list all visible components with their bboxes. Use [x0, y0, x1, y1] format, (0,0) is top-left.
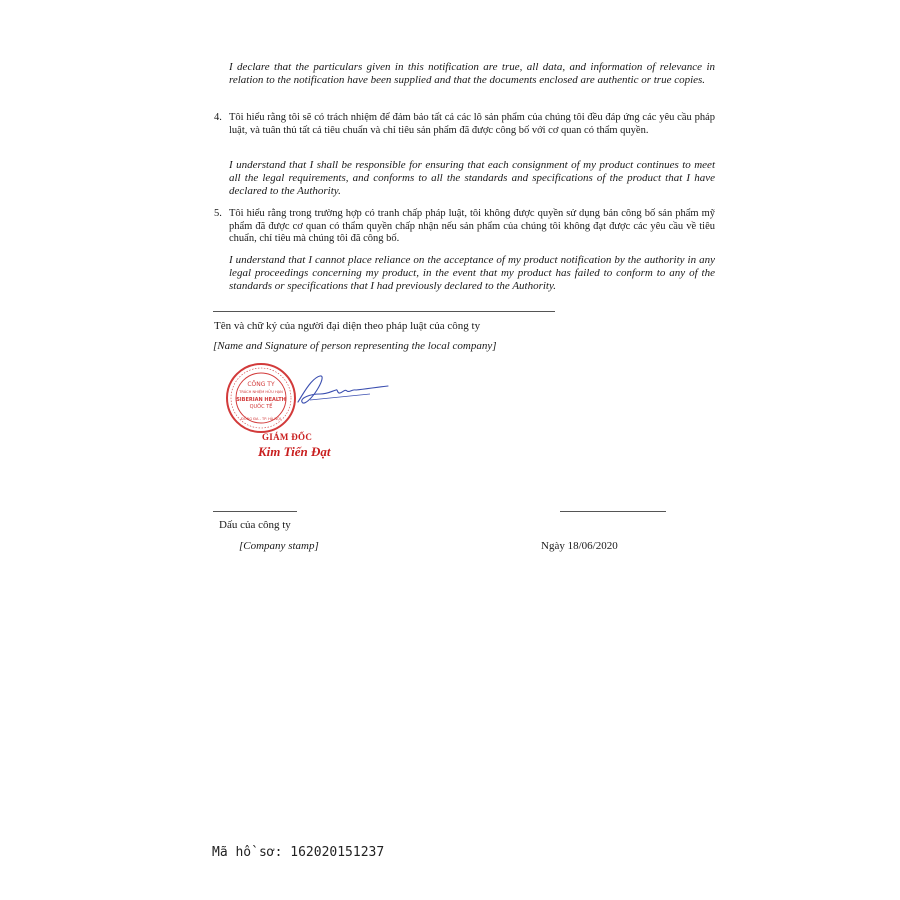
date-rule [560, 511, 666, 512]
divider-rule [213, 311, 555, 312]
stamp-line-1: CÔNG TY [247, 381, 275, 388]
signing-date: Ngày 18/06/2020 [541, 540, 618, 552]
stamp-rule [213, 511, 297, 512]
signature-label-en: [Name and Signature of person representing the local company] [213, 340, 497, 352]
stamp-label-vi: Dấu của công ty [219, 519, 291, 531]
director-name: Kim Tiến Đạt [258, 444, 331, 459]
stamp-line-2: TRÁCH NHIỆM HỮU HẠN [239, 390, 283, 394]
director-title: GIÁM ĐỐC [262, 432, 313, 442]
stamp-line-5: ĐỐNG ĐA - TP. HÀ NỘI [241, 417, 281, 421]
stamp-line-3: SIBERIAN HEALTH [236, 397, 286, 403]
file-code: Mã hồ sơ: 162020151237 [212, 845, 385, 860]
item-4-number: 4. [214, 112, 222, 123]
item-4-en: I understand that I shall be responsible for ensuring that each consignment of my product continues to meet all the legal requirements, and conforms to all the standards and specifications of the product that I have declared to the Authority. [229, 159, 715, 197]
item-5-vi-text: Tôi hiểu rằng trong trường hợp có tranh chấp pháp luật, tôi không được quyền sử dụng bản công bố sản phẩm mỹ phẩm đã được cơ quan có thẩm quyền chấp nhận nếu sản phẩm của chúng tôi không đạt được các yêu cầu về tiêu chuẩn, chỉ tiêu mà chúng tôi đã công bố. [229, 208, 715, 244]
item-5-vi [214, 208, 715, 246]
company-stamp-seal [225, 362, 297, 434]
item-5-en: I understand that I cannot place reliance on the acceptance of my product notification by the authority in any legal proceedings concerning my product, in the event that my product has failed to conform to any of the standards or specifications that I had previously declared to the Authority. [229, 254, 715, 292]
stamp-line-4: QUỐC TẾ [249, 404, 273, 410]
stamp-label-en: [Company stamp] [239, 540, 319, 552]
item-4-vi-text: Tôi hiểu rằng tôi sẽ có trách nhiệm để đảm bảo tất cả các lô sản phẩm của chúng tôi đều đáp ứng các yêu cầu pháp luật, và tuân thủ tất cả tiêu chuẩn và chỉ tiêu sản phẩm đã được công bố với cơ quan có thẩm quyền. [229, 112, 715, 136]
item-4-vi [214, 112, 715, 137]
director-signature [290, 372, 390, 412]
signature-label-vi: Tên và chữ ký của người đại diện theo pháp luật của công ty [214, 320, 481, 332]
declaration-en: I declare that the particulars given in this notification are true, all data, and information of relevance in relation to the notification have been supplied and that the documents enclosed are authentic or true copies. [229, 61, 715, 86]
item-5-number: 5. [214, 208, 222, 219]
